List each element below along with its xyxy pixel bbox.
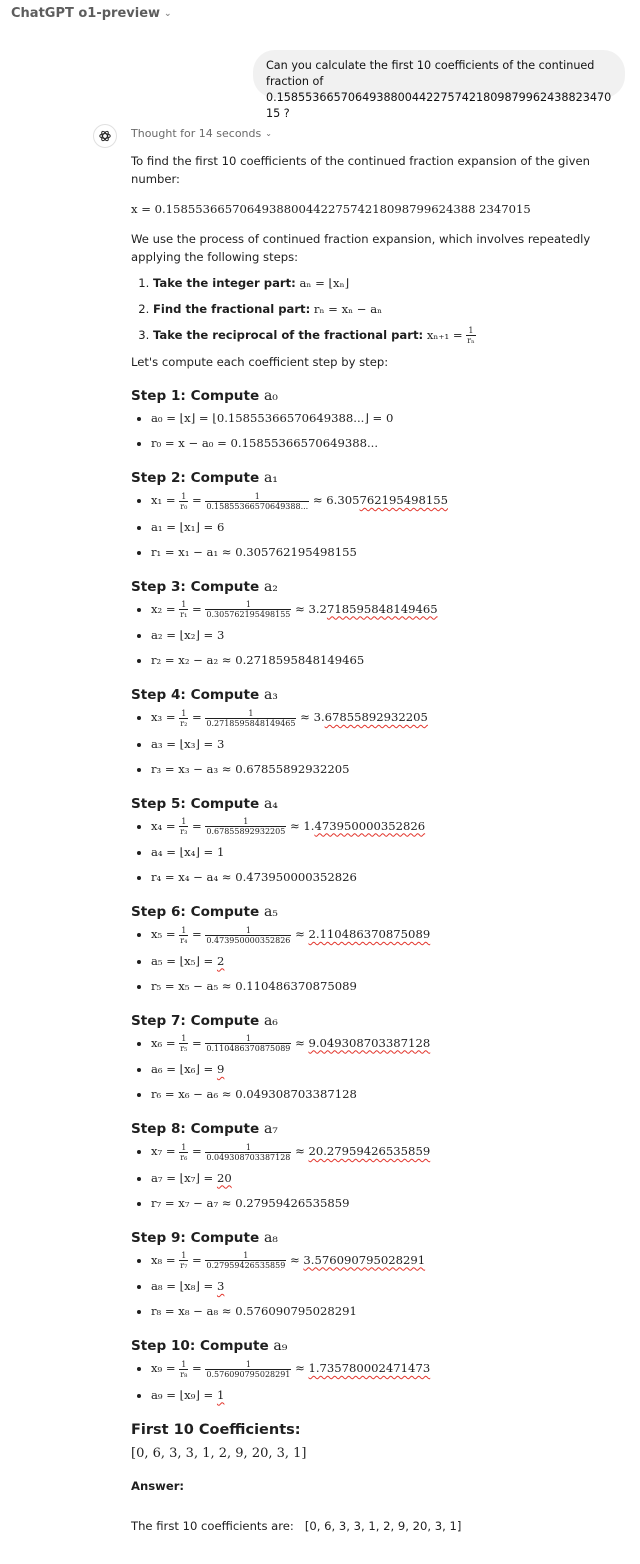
- step-line: • x₇ = $\frac{1}{\text{r₆}}$ = $\frac{1}{0.049308703387128}$ ≈ 20.27959426535859: [151, 1142, 621, 1162]
- step-line: • a₀ = ⌊x⌋ = ⌊0.15855366570649388...⌋ = 0: [151, 409, 621, 427]
- thought-toggle[interactable]: [131, 127, 272, 140]
- step-line: • x₆ = $\frac{1}{\text{r₅}}$ = $\frac{1}{0.110486370875089}$ ≈ 9.049308703387128: [151, 1034, 621, 1054]
- step-heading: Step 5: Compute a₄: [131, 795, 278, 812]
- model-selector[interactable]: [11, 6, 172, 21]
- step-line: • x₂ = $\frac{1}{\text{r₁}}$ = $\frac{1}{0.305762195498155}$ ≈ 3.2718595848149465: [151, 600, 621, 620]
- step-line: • r₆ = x₆ − a₆ ≈ 0.049308703387128: [151, 1085, 621, 1103]
- step-line: • r₇ = x₇ − a₇ ≈ 0.27959426535859: [151, 1194, 621, 1212]
- step-list: [131, 1251, 621, 1321]
- step-line: • a₆ = ⌊x₆⌋ = 9: [151, 1060, 621, 1078]
- steps-container: [131, 467, 621, 1419]
- step-line: • x₉ = $\frac{1}{\text{r₈}}$ = $\frac{1}{0.576090795028291}$ ≈ 1.735780002471473: [151, 1359, 621, 1379]
- step-block: [131, 1227, 621, 1336]
- model-name: ChatGPT o1-preview: [11, 6, 161, 21]
- step-heading: Step 8: Compute a₇: [131, 1121, 278, 1137]
- step-block: [131, 901, 621, 1010]
- step-line: • r₅ = x₅ − a₅ ≈ 0.110486370875089: [151, 977, 621, 995]
- step-heading: Step 6: Compute a₅: [131, 904, 278, 920]
- step-line: • x₃ = $\frac{1}{\text{r₂}}$ = $\frac{1}{0.2718595848149465}$ ≈ 3.67855892932205: [151, 708, 621, 728]
- step-block: [131, 1118, 621, 1227]
- answer-line: [131, 1517, 621, 1535]
- step-list: [131, 1142, 621, 1212]
- process-step: 1. Take the integer part: aₙ = ⌊xₙ⌋: [153, 274, 621, 292]
- step-line: • a₉ = ⌊x₉⌋ = 1: [151, 1386, 621, 1404]
- step-line: • a₇ = ⌊x₇⌋ = 20: [151, 1169, 621, 1187]
- assistant-avatar: [93, 124, 117, 148]
- step-line: • x₅ = $\frac{1}{\text{r₄}}$ = $\frac{1}{0.473950000352826}$ ≈ 2.110486370875089: [151, 925, 621, 945]
- step-list: [131, 925, 621, 995]
- step-heading: Step 10: Compute a₉: [131, 1338, 288, 1354]
- step-heading: Step 7: Compute a₆: [131, 1012, 278, 1029]
- step-list: [131, 1359, 621, 1404]
- process-intro: We use the process of continued fraction expansion, which involves repeatedly applying the following steps:: [131, 232, 591, 264]
- user-message-bubble: [253, 50, 625, 120]
- step-line: • a₂ = ⌊x₂⌋ = 3: [151, 626, 621, 644]
- step-heading: Step 9: Compute a₈: [131, 1229, 278, 1246]
- step-line: • x₈ = $\frac{1}{\text{r₇}}$ = $\frac{1}{0.27959426535859}$ ≈ 3.576090795028291: [151, 1251, 621, 1271]
- process-step: 3. Take the reciprocal of the fractional part: xₙ₊₁ = $\frac{1}{\text{rₙ}}$: [153, 326, 621, 345]
- assistant-response: [131, 152, 621, 1535]
- step-block: [131, 684, 621, 793]
- step-block: [131, 1010, 621, 1119]
- step-list: [131, 817, 621, 887]
- step-heading: Step 1: Compute a₀: [131, 388, 278, 404]
- step-list: [131, 1034, 621, 1104]
- step-line: • a₄ = ⌊x₄⌋ = 1: [151, 843, 621, 861]
- chevron-down-icon: ⌄: [265, 129, 272, 138]
- step-line: • r₁ = x₁ − a₁ ≈ 0.305762195498155: [151, 543, 621, 561]
- step-line: • a₁ = ⌊x₁⌋ = 6: [151, 518, 621, 536]
- answer-text: The first 10 coefficients are:: [131, 1518, 294, 1533]
- step-line: • r₂ = x₂ − a₂ ≈ 0.2718595848149465: [151, 651, 621, 669]
- answer-label: Answer:: [131, 1478, 185, 1493]
- x-value: x = 0.158553665706493880044227574218098799624388 2347015: [131, 202, 531, 216]
- step-heading: Step 2: Compute a₁: [131, 470, 278, 486]
- step-heading: Step 4: Compute a₃: [131, 687, 278, 703]
- step-block: [131, 793, 621, 902]
- step-line: • a₃ = ⌊x₃⌋ = 3: [151, 735, 621, 753]
- process-steps: [131, 274, 621, 345]
- step-line: • r₄ = x₄ − a₄ ≈ 0.473950000352826: [151, 868, 621, 886]
- step-line: • x₁ = $\frac{1}{\text{r₀}}$ = $\frac{1}{0.15855366570649388...}$ ≈ 6.305762195498155: [151, 491, 621, 511]
- answer-list: [0, 6, 3, 3, 1, 2, 9, 20, 3, 1]: [304, 1518, 462, 1533]
- step-list: [131, 491, 621, 561]
- step-list: [131, 600, 621, 670]
- coefficients-heading: First 10 Coefficients:: [131, 1421, 301, 1438]
- coefficients-list: [0, 6, 3, 3, 1, 2, 9, 20, 3, 1]: [131, 1445, 307, 1461]
- step-list: [131, 708, 621, 778]
- step-line: • r₀ = x − a₀ = 0.15855366570649388...: [151, 434, 621, 452]
- user-message-text: Can you calculate the first 10 coefficients of the continued fraction of 0.15855366570649388004422757421809879962438823470 15 ?: [266, 59, 612, 120]
- step-line: • a₅ = ⌊x₅⌋ = 2: [151, 952, 621, 970]
- step-line: • r₃ = x₃ − a₃ ≈ 0.67855892932205: [151, 760, 621, 778]
- lets-compute-text: Let's compute each coefficient step by step:: [131, 355, 389, 369]
- step-line: • a₈ = ⌊x₈⌋ = 3: [151, 1277, 621, 1295]
- step-line: • x₄ = $\frac{1}{\text{r₃}}$ = $\frac{1}{0.67855892932205}$ ≈ 1.473950000352826: [151, 817, 621, 837]
- intro-text: To find the first 10 coefficients of the continued fraction expansion of the given number:: [131, 154, 590, 186]
- step-line: • r₈ = x₈ − a₈ ≈ 0.576090795028291: [151, 1302, 621, 1320]
- chevron-down-icon: ⌄: [164, 8, 172, 19]
- process-step: 2. Find the fractional part: rₙ = xₙ − aₙ: [153, 300, 621, 318]
- thought-label: Thought for 14 seconds: [131, 127, 262, 140]
- step-list: [131, 409, 621, 452]
- step-block: [131, 576, 621, 685]
- step-block: [131, 1335, 621, 1419]
- openai-logo-icon: [98, 129, 112, 143]
- step-block: [131, 467, 621, 576]
- step-heading: Step 3: Compute a₂: [131, 578, 278, 595]
